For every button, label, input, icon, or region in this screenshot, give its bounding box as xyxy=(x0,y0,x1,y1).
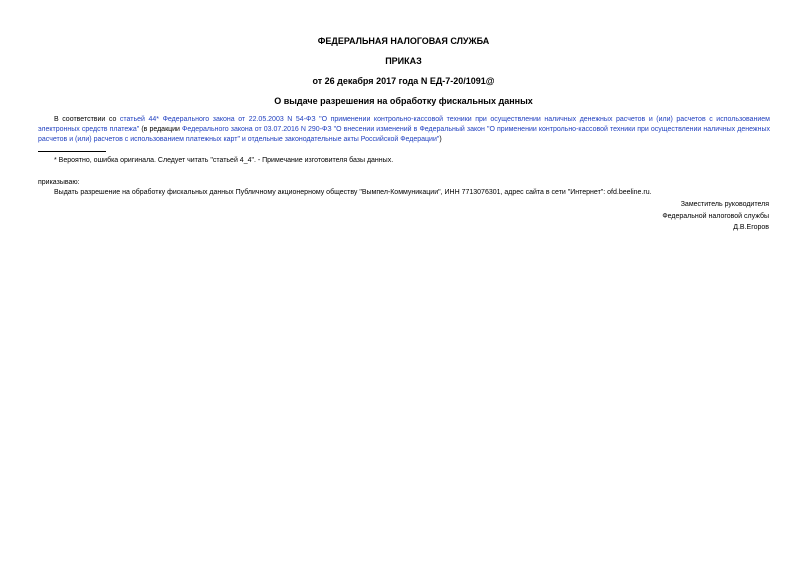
document-subject: О выдаче разрешения на обработку фискальных данных xyxy=(274,96,533,106)
footnote-divider xyxy=(38,151,106,152)
signatory-position-line1: Заместитель руководителя xyxy=(680,201,769,208)
document-type: ПРИКАЗ xyxy=(385,56,422,66)
law-54-fz-link[interactable]: статьей 44* Федерального закона от 22.05.2003 N 54-ФЗ "О применении контрольно-кассовой техники при осуществлении наличных денежных расчетов и (или) расчетов с использованием электронных средств платежа" xyxy=(38,116,770,133)
signatory-name: Д.В.Егоров xyxy=(733,224,769,231)
footnote-text: * Вероятно, ошибка оригинала. Следует читать "статьей 4_4". - Примечание изготовителя базы данных. xyxy=(54,157,394,164)
agency-title: ФЕДЕРАЛЬНАЯ НАЛОГОВАЯ СЛУЖБА xyxy=(317,36,490,46)
preamble-text-end: ) xyxy=(439,136,442,143)
preamble-paragraph xyxy=(38,115,770,145)
law-290-fz-link[interactable]: Федерального закона от 03.07.2016 N 290-ФЗ "О внесении изменений в Федеральный закон "О применении контрольно-кассовой техники при осуществлении наличных денежных расчетов и (или) расчетов с использованием платежных карт" и отдельные законодательные акты Российской Федерации" xyxy=(38,126,770,143)
document-date-number: от 26 декабря 2017 года N ЕД-7-20/1091@ xyxy=(312,76,495,86)
order-text: Выдать разрешение на обработку фискальных данных Публичному акционерному обществу "Вымпел-Коммуникации", ИНН 7713076301, адрес сайта в сети "Интернет": ofd.beeline.ru. xyxy=(54,189,652,196)
signature-block xyxy=(662,199,769,234)
preamble-text-middle: (в редакции xyxy=(139,126,183,133)
signatory-position-line2: Федеральной налоговой службы xyxy=(662,212,769,220)
order-keyword: приказываю: xyxy=(38,179,80,186)
preamble-text-start: В соответствии со xyxy=(54,116,120,123)
